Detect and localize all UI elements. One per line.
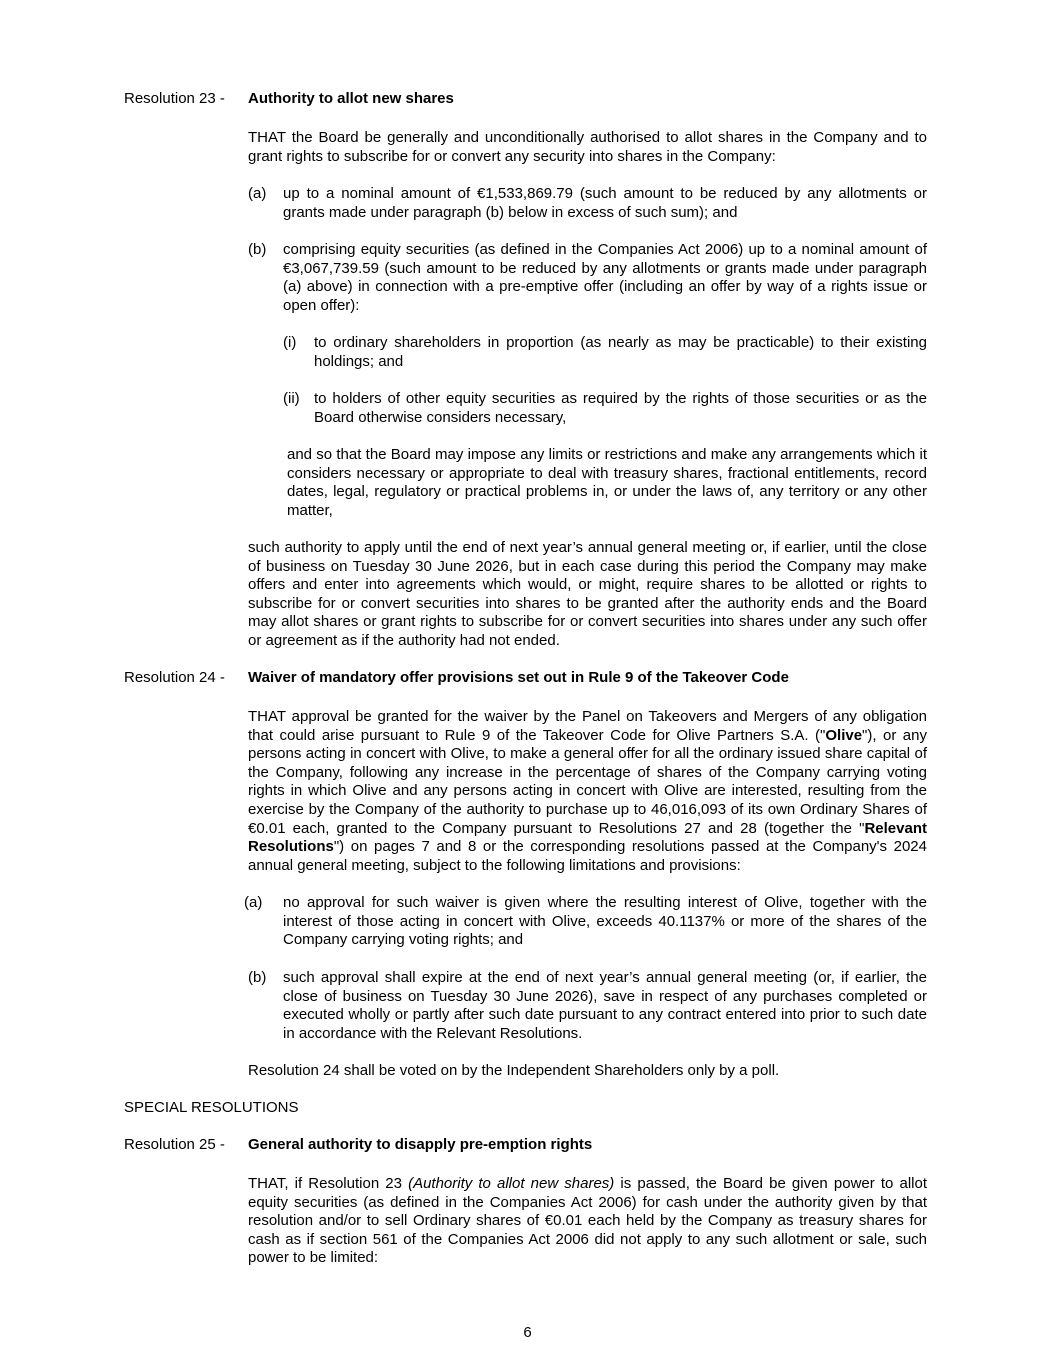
resolution-23-title: Authority to allot new shares [248, 90, 454, 107]
item-label: (b) [248, 969, 267, 986]
item-label: (a) [244, 894, 263, 911]
defined-term-olive: Olive [825, 726, 863, 744]
resolution-reference: (Authority to allot new shares) [408, 1175, 615, 1192]
resolution-23-item-b-tail: and so that the Board may impose any limits or restrictions and make any arrangements which it considers necessary or appropriate to deal with treasury shares, fractional entitlements, record dates, legal, regulatory or practical problems in, or under the laws of, any territory or any other matter, [287, 446, 927, 519]
intro-text: ") on pages 7 and 8 or the corresponding resolutions passed at the Company's 2024 annual general meeting, subject to the following limitations and provisions: [248, 838, 927, 874]
resolution-23-subitem-i [283, 334, 927, 371]
subitem-text: to holders of other equity securities as required by the rights of those securities or as the Board otherwise considers necessary, [314, 390, 927, 426]
page-number: 6 [523, 1324, 532, 1341]
resolution-24-item-b [248, 969, 927, 1043]
item-label: (a) [248, 185, 267, 202]
item-text: up to a nominal amount of €1,533,869.79 (such amount to be reduced by any allotments or grants made under paragraph (b) below in excess of such sum); and [283, 185, 927, 221]
item-label: (b) [248, 241, 267, 258]
subitem-label: (ii) [283, 390, 300, 407]
intro-text: THAT, if Resolution 23 [248, 1175, 409, 1192]
resolution-24-intro [248, 708, 927, 875]
intro-text: "), or any persons acting in concert with Olive, to make a general offer for all the ordinary issued share capital of the Company, following any increase in the percentage of shares of the Company carrying voting rights in which Olive and any persons acting in concert with Olive are interested, resulting from the exercise by the Company of the authority to purchase up to 46,016,093 of its own Ordinary Shares of €0.01 each, granted to the Company pursuant to Resolutions 27 and 28 (together the " [248, 726, 927, 837]
resolution-25-number: Resolution 25 - [124, 1136, 225, 1153]
intro-text: is passed, the Board be given power to allot equity securities (as defined in the Companies Act 2006) for cash under the authority given by that resolution and/or to sell Ordinary shares of €0.01 each held by the Company as treasury shares for cash as if section 561 of the Companies Act 2006 did not apply to any such allotment or sale, such power to be limited: [248, 1175, 927, 1267]
defined-term-relevant-resolutions: Relevant Resolutions [248, 819, 927, 856]
resolution-23-subitem-ii [283, 390, 927, 427]
resolution-24-heading [124, 669, 934, 689]
item-text: such approval shall expire at the end of next year’s annual general meeting (or, if earlier, the close of business on Tuesday 30 June 2026), save in respect of any purchases completed or executed wholly or partly after such date pursuant to any contract entered into prior to such date in accordance with the Relevant Resolutions. [283, 969, 927, 1042]
resolution-23-intro: THAT the Board be generally and unconditionally authorised to allot shares in the Company and to grant rights to subscribe for or convert any security into shares in the Company: [248, 129, 927, 165]
resolution-23-heading [124, 90, 934, 110]
special-resolutions-heading: SPECIAL RESOLUTIONS [124, 1099, 299, 1116]
item-text: no approval for such waiver is given where the resulting interest of Olive, together with the interest of those acting in concert with Olive, exceeds 40.1137% or more of the shares of the Company carrying voting rights; and [283, 894, 927, 949]
resolution-23-number: Resolution 23 - [124, 90, 225, 107]
resolution-25-intro [248, 1175, 927, 1268]
resolution-23-item-b [248, 241, 927, 315]
resolution-24-number: Resolution 24 - [124, 669, 225, 686]
resolution-23-closing: such authority to apply until the end of next year’s annual general meeting or, if earlier, until the close of business on Tuesday 30 June 2026, but in each case during this period the Company may make offers and enter into agreements which would, or might, require shares to be allotted or rights to subscribe for or convert securities into shares to be granted after the authority ends and the Board may allot shares or grant rights to subscribe for or convert securities into shares under any such offer or agreement as if the authority had not ended. [248, 539, 927, 649]
resolution-23-item-a [248, 185, 927, 222]
subitem-label: (i) [283, 334, 297, 351]
intro-text: THAT approval be granted for the waiver by the Panel on Takeovers and Mergers of any obligation that could arise pursuant to Rule 9 of the Takeover Code for Olive Partners S.A. (" [248, 708, 927, 744]
resolution-25-title: General authority to disapply pre-emption rights [248, 1136, 593, 1153]
resolution-24-item-a [244, 894, 927, 950]
item-text: comprising equity securities (as defined in the Companies Act 2006) up to a nominal amount of €3,067,739.59 (such amount to be reduced by any allotments or grants made under paragraph (a) above) in connection with a pre-emptive offer (including an offer by way of a rights issue or open offer): [283, 241, 927, 314]
subitem-text: to ordinary shareholders in proportion (as nearly as may be practicable) to their existing holdings; and [314, 334, 927, 370]
resolution-25-heading [124, 1136, 934, 1156]
resolution-24-title: Waiver of mandatory offer provisions set out in Rule 9 of the Takeover Code [248, 669, 789, 686]
resolution-24-poll-note: Resolution 24 shall be voted on by the Independent Shareholders only by a poll. [248, 1062, 780, 1079]
